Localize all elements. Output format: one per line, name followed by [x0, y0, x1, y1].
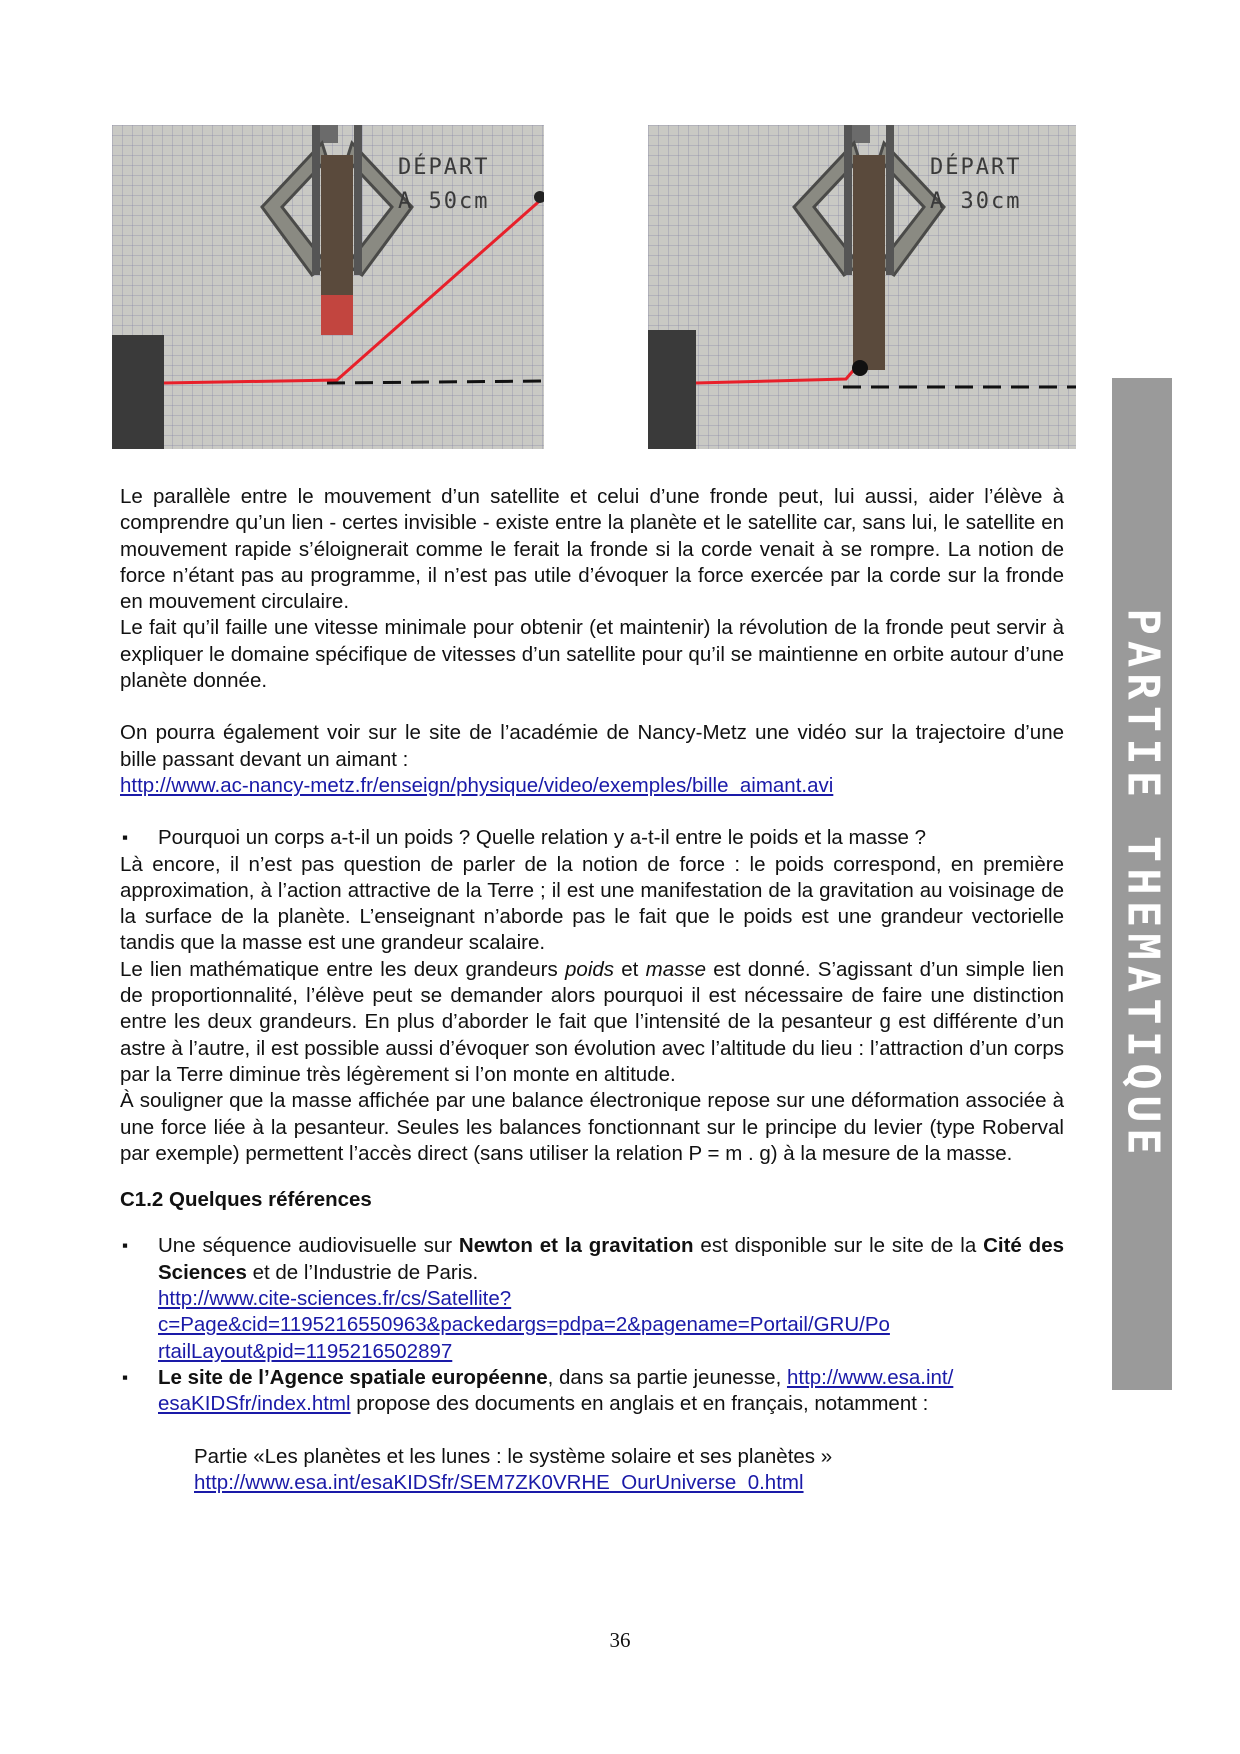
photo-start-50cm [112, 125, 544, 449]
bullet-weight-question: ▪ Pourquoi un corps a-t-il un poids ? Quelle relation y a-t-il entre le poids et la masse ? [120, 825, 1064, 851]
math-link-em-poids: poids [565, 957, 615, 981]
side-banner-label: PARTIE THEMATIQUE [1117, 607, 1169, 1161]
cite-sciences-link[interactable] [158, 1286, 1064, 1365]
math-link-after: est donné. S’agissant d’un simple lien de proportionnalité, l’élève peut se demander alors pourquoi il est nécessaire de faire une distinction entre les deux grandeurs. En plus d’aborder le fait que l’intensité de la pesanteur g est différente d’un astre à l’autre, il est possible aussi d’évoquer son évolution avec l’altitude du lieu : l’attraction d’un corps par la Terre diminue très légèrement si l’on monte en altitude. [120, 957, 1065, 1086]
trajectory-right [696, 365, 858, 383]
ref1-text2: est disponible sur le site de la [693, 1234, 984, 1258]
ref2-bold: Le site de l’Agence spatiale européenne [158, 1365, 548, 1389]
paragraph-math-link [120, 957, 1064, 1088]
side-banner-label-wrap [1113, 378, 1173, 1390]
photo-left-label [398, 151, 489, 219]
math-link-em-masse: masse [645, 957, 707, 981]
sub-reference-planets: Partie «Les planètes et les lunes : le système solaire et ses planètes » [194, 1444, 833, 1468]
ref2-text2: propose des documents en anglais et en français, notamment : [350, 1392, 929, 1416]
ref1-text1: Une séquence audiovisuelle sur [158, 1234, 459, 1258]
reference-item-cite-sciences [120, 1233, 1064, 1364]
paragraph-min-speed: Le fait qu’il faille une vitesse minimale pour obtenir (et maintenir) la révolution de la fronde peut servir à expliquer le domaine spécifique de vitesses d’un satellite pour qu’il se maintienne en orbite autour d’une planète donnée. [120, 616, 1064, 693]
paragraph-nancy-metz: On pourra également voir sur le site de l’académie de Nancy-Metz une vidéo sur la trajectoire d’une bille passant devant un aimant : [120, 721, 1064, 771]
paragraph-balance: À souligner que la masse affichée par une balance électronique repose sur une déformation associée à une force liée à la pesanteur. Seules les balances fonctionnant sur le principe du levier (type Roberval par exemple) permettent l’accès direct (sans utiliser la relation P = m . g) à la mesure de la masse. [120, 1089, 1064, 1165]
cite-sciences-link-line1[interactable]: http://www.cite-sciences.fr/cs/Satellite? [158, 1287, 512, 1311]
esa-kids-link-part2[interactable]: esaKIDSfr/index.html [158, 1392, 351, 1416]
ref1-text3: et de l’Industrie de Paris. [246, 1260, 479, 1284]
ref1-bold1: Newton et la gravitation [458, 1234, 694, 1258]
photo-right-label [930, 151, 1021, 219]
ref2-text1: , dans sa partie jeunesse, [547, 1365, 787, 1389]
photo-right-label-line1: DÉPART [930, 155, 1022, 180]
reference-item-esa [120, 1365, 1064, 1418]
math-link-before: Le lien mathématique entre les deux grandeurs [120, 957, 566, 981]
photo-left-label-line1: DÉPART [398, 155, 490, 180]
paragraph-weight: Là encore, il n’est pas question de parler de la notion de force : le poids correspond, en première approximation, à l’action attractive de la Terre ; il est une manifestation de la gravitation au voisinage de la surface de la planète. L’enseignant n’aborde pas le fait que le poids est une grandeur vectorielle tandis que la masse est une grandeur scalaire. [120, 852, 1064, 955]
esa-universe-link[interactable]: http://www.esa.int/esaKIDSfr/SEM7ZK0VRHE_OurUniverse_0.html [194, 1470, 804, 1494]
paragraph-sling: Le parallèle entre le mouvement d’un satellite et celui d’une fronde peut, lui aussi, aider l’élève à comprendre qu’un lien - certes invisible - existe entre la planète et le satellite car, sans lui, le satellite en mouvement rapide s’éloignerait comme le ferait la fronde si la corde venait à se rompre. La notion de force n’étant pas au programme, il n’est pas utile d’évoquer la force exercée par la corde sur la fronde en mouvement circulaire. [120, 485, 1064, 614]
photo-left-label-line2: A 50cm [398, 189, 490, 214]
ref1-bold2: Cité des Sciences [158, 1234, 1064, 1284]
photo-right-label-line2: A 30cm [930, 189, 1022, 214]
video-link[interactable]: http://www.ac-nancy-metz.fr/enseign/physique/video/exemples/bille_aimant.avi [120, 773, 834, 797]
photo-start-30cm [648, 125, 1076, 449]
cite-sciences-link-line2[interactable]: c=Page&cid=1195216550963&packedargs=pdpa=2&pagename=Portail/GRU/Po [158, 1313, 890, 1337]
esa-kids-link-part1[interactable]: http://www.esa.int/ [786, 1365, 954, 1389]
page-number: 36 [609, 1628, 631, 1652]
page-content [120, 484, 1064, 1496]
section-heading: C1.2 Quelques références [120, 1188, 372, 1212]
cite-sciences-link-line3[interactable]: rtailLayout&pid=1195216502897 [158, 1339, 453, 1363]
math-link-mid: et [614, 957, 646, 981]
